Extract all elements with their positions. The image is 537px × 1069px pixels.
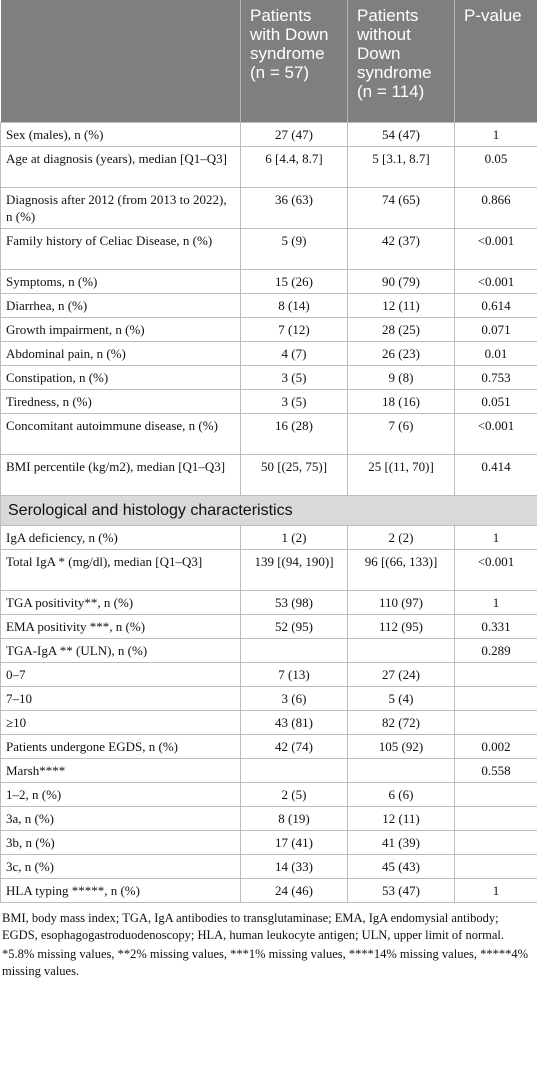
row-label: Abdominal pain, n (%) [1, 341, 241, 365]
cell-without-down-syndrome: 82 (72) [348, 710, 455, 734]
cell-p-value: 1 [455, 590, 537, 614]
cell-without-down-syndrome: 112 (95) [348, 614, 455, 638]
header-row [1, 0, 537, 122]
cell-without-down-syndrome: 41 (39) [348, 830, 455, 854]
table-row [1, 830, 537, 854]
cell-without-down-syndrome: 18 (16) [348, 389, 455, 413]
section-row [1, 495, 537, 525]
table-row [1, 662, 537, 686]
cell-down-syndrome [241, 638, 348, 662]
cell-without-down-syndrome: 7 (6) [348, 413, 455, 454]
row-label: Symptoms, n (%) [1, 269, 241, 293]
cell-down-syndrome: 7 (12) [241, 317, 348, 341]
cell-p-value: 0.753 [455, 365, 537, 389]
row-label: IgA deficiency, n (%) [1, 525, 241, 549]
cell-p-value: 0.05 [455, 146, 537, 187]
cell-p-value: 0.071 [455, 317, 537, 341]
cell-without-down-syndrome: 110 (97) [348, 590, 455, 614]
table-row [1, 525, 537, 549]
cell-without-down-syndrome [348, 758, 455, 782]
cell-down-syndrome: 7 (13) [241, 662, 348, 686]
cell-down-syndrome: 5 (9) [241, 228, 348, 269]
cell-without-down-syndrome: 105 (92) [348, 734, 455, 758]
cell-p-value: 0.289 [455, 638, 537, 662]
cell-p-value [455, 782, 537, 806]
cell-p-value [455, 854, 537, 878]
clinical-characteristics-body [1, 122, 537, 495]
cell-down-syndrome: 24 (46) [241, 878, 348, 902]
cell-p-value: 1 [455, 525, 537, 549]
header-p-value: P-value [455, 0, 537, 122]
cell-without-down-syndrome: 2 (2) [348, 525, 455, 549]
row-label: 1–2, n (%) [1, 782, 241, 806]
header-down-syndrome: Patients with Down syndrome (n = 57) [241, 0, 348, 122]
cell-p-value: 0.614 [455, 293, 537, 317]
cell-down-syndrome: 3 (5) [241, 365, 348, 389]
table-row [1, 590, 537, 614]
cell-p-value: <0.001 [455, 413, 537, 454]
header-characteristic [1, 0, 241, 122]
section-body [1, 495, 537, 525]
table-row [1, 878, 537, 902]
table-row [1, 854, 537, 878]
cell-down-syndrome [241, 758, 348, 782]
serological-characteristics-body [1, 525, 537, 902]
table-row [1, 187, 537, 228]
row-label: 3c, n (%) [1, 854, 241, 878]
cell-p-value: 0.414 [455, 454, 537, 495]
table-row [1, 146, 537, 187]
row-label: Age at diagnosis (years), median [Q1–Q3] [1, 146, 241, 187]
cell-down-syndrome: 8 (14) [241, 293, 348, 317]
cell-down-syndrome: 52 (95) [241, 614, 348, 638]
cell-p-value: 1 [455, 878, 537, 902]
row-label: EMA positivity ***, n (%) [1, 614, 241, 638]
cell-p-value [455, 830, 537, 854]
cell-p-value: 1 [455, 122, 537, 146]
cell-p-value: 0.866 [455, 187, 537, 228]
cell-down-syndrome: 27 (47) [241, 122, 348, 146]
row-label: Diagnosis after 2012 (from 2013 to 2022), n (%) [1, 187, 241, 228]
cell-down-syndrome: 139 [(94, 190)] [241, 549, 348, 590]
table-row [1, 638, 537, 662]
cell-down-syndrome: 50 [(25, 75)] [241, 454, 348, 495]
row-label: Family history of Celiac Disease, n (%) [1, 228, 241, 269]
table-row [1, 806, 537, 830]
table-row [1, 614, 537, 638]
row-label: BMI percentile (kg/m2), median [Q1–Q3] [1, 454, 241, 495]
row-label: Marsh**** [1, 758, 241, 782]
table-row [1, 341, 537, 365]
row-label: ≥10 [1, 710, 241, 734]
cell-down-syndrome: 2 (5) [241, 782, 348, 806]
table-row [1, 758, 537, 782]
row-label: Sex (males), n (%) [1, 122, 241, 146]
cell-p-value: 0.051 [455, 389, 537, 413]
table-row [1, 734, 537, 758]
table-row [1, 269, 537, 293]
cell-p-value [455, 806, 537, 830]
row-label: 3b, n (%) [1, 830, 241, 854]
table-row [1, 317, 537, 341]
table-row [1, 454, 537, 495]
footnote-missing-values: *5.8% missing values, **2% missing values, ***1% missing values, ****14% missing values, *****4% missing values. [2, 946, 529, 978]
footnote-abbreviations: BMI, body mass index; TGA, IgA antibodies to transglutaminase; EMA, IgA endomysial antibody; EGDS, esophagogastroduodenoscopy; HLA, human leukocyte antigen; ULN, upper limit of normal. [2, 910, 504, 942]
row-label: Diarrhea, n (%) [1, 293, 241, 317]
cell-without-down-syndrome: 26 (23) [348, 341, 455, 365]
cell-p-value: <0.001 [455, 228, 537, 269]
row-label: Total IgA * (mg/dl), median [Q1–Q3] [1, 549, 241, 590]
cell-down-syndrome: 3 (5) [241, 389, 348, 413]
table-footnotes [0, 903, 537, 980]
cell-without-down-syndrome: 45 (43) [348, 854, 455, 878]
cell-down-syndrome: 1 (2) [241, 525, 348, 549]
cell-p-value: 0.331 [455, 614, 537, 638]
table-row [1, 228, 537, 269]
cell-down-syndrome: 53 (98) [241, 590, 348, 614]
cell-without-down-syndrome: 6 (6) [348, 782, 455, 806]
table-row [1, 549, 537, 590]
row-label: TGA positivity**, n (%) [1, 590, 241, 614]
row-label: Patients undergone EGDS, n (%) [1, 734, 241, 758]
cell-without-down-syndrome: 74 (65) [348, 187, 455, 228]
cell-p-value [455, 686, 537, 710]
table-row [1, 365, 537, 389]
cell-without-down-syndrome [348, 638, 455, 662]
cell-down-syndrome: 36 (63) [241, 187, 348, 228]
row-label: 0–7 [1, 662, 241, 686]
cell-without-down-syndrome: 5 (4) [348, 686, 455, 710]
table-row [1, 710, 537, 734]
cell-down-syndrome: 15 (26) [241, 269, 348, 293]
cell-p-value [455, 662, 537, 686]
cell-without-down-syndrome: 90 (79) [348, 269, 455, 293]
cell-down-syndrome: 16 (28) [241, 413, 348, 454]
cell-p-value: <0.001 [455, 269, 537, 293]
cell-down-syndrome: 4 (7) [241, 341, 348, 365]
table-row [1, 686, 537, 710]
cell-without-down-syndrome: 42 (37) [348, 228, 455, 269]
cell-without-down-syndrome: 27 (24) [348, 662, 455, 686]
row-label: Growth impairment, n (%) [1, 317, 241, 341]
row-label: TGA-IgA ** (ULN), n (%) [1, 638, 241, 662]
cell-down-syndrome: 14 (33) [241, 854, 348, 878]
table-row [1, 389, 537, 413]
cell-down-syndrome: 8 (19) [241, 806, 348, 830]
row-label: 7–10 [1, 686, 241, 710]
cell-without-down-syndrome: 25 [(11, 70)] [348, 454, 455, 495]
cell-without-down-syndrome: 12 (11) [348, 806, 455, 830]
row-label: HLA typing *****, n (%) [1, 878, 241, 902]
cell-down-syndrome: 43 (81) [241, 710, 348, 734]
cell-p-value: 0.002 [455, 734, 537, 758]
cell-p-value: <0.001 [455, 549, 537, 590]
cell-down-syndrome: 42 (74) [241, 734, 348, 758]
table-row [1, 122, 537, 146]
cell-p-value: 0.01 [455, 341, 537, 365]
cell-p-value: 0.558 [455, 758, 537, 782]
row-label: Constipation, n (%) [1, 365, 241, 389]
cell-down-syndrome: 3 (6) [241, 686, 348, 710]
table-row [1, 782, 537, 806]
cell-without-down-syndrome: 28 (25) [348, 317, 455, 341]
section-title: Serological and histology characteristics [1, 495, 537, 525]
cell-down-syndrome: 17 (41) [241, 830, 348, 854]
cell-down-syndrome: 6 [4.4, 8.7] [241, 146, 348, 187]
cell-p-value [455, 710, 537, 734]
table-row [1, 413, 537, 454]
cell-without-down-syndrome: 96 [(66, 133)] [348, 549, 455, 590]
cell-without-down-syndrome: 9 (8) [348, 365, 455, 389]
cell-without-down-syndrome: 54 (47) [348, 122, 455, 146]
cell-without-down-syndrome: 12 (11) [348, 293, 455, 317]
table-row [1, 293, 537, 317]
cell-without-down-syndrome: 5 [3.1, 8.7] [348, 146, 455, 187]
row-label: 3a, n (%) [1, 806, 241, 830]
header-without-down-syndrome: Patients without Down syndrome (n = 114) [348, 0, 455, 122]
row-label: Concomitant autoimmune disease, n (%) [1, 413, 241, 454]
row-label: Tiredness, n (%) [1, 389, 241, 413]
cell-without-down-syndrome: 53 (47) [348, 878, 455, 902]
